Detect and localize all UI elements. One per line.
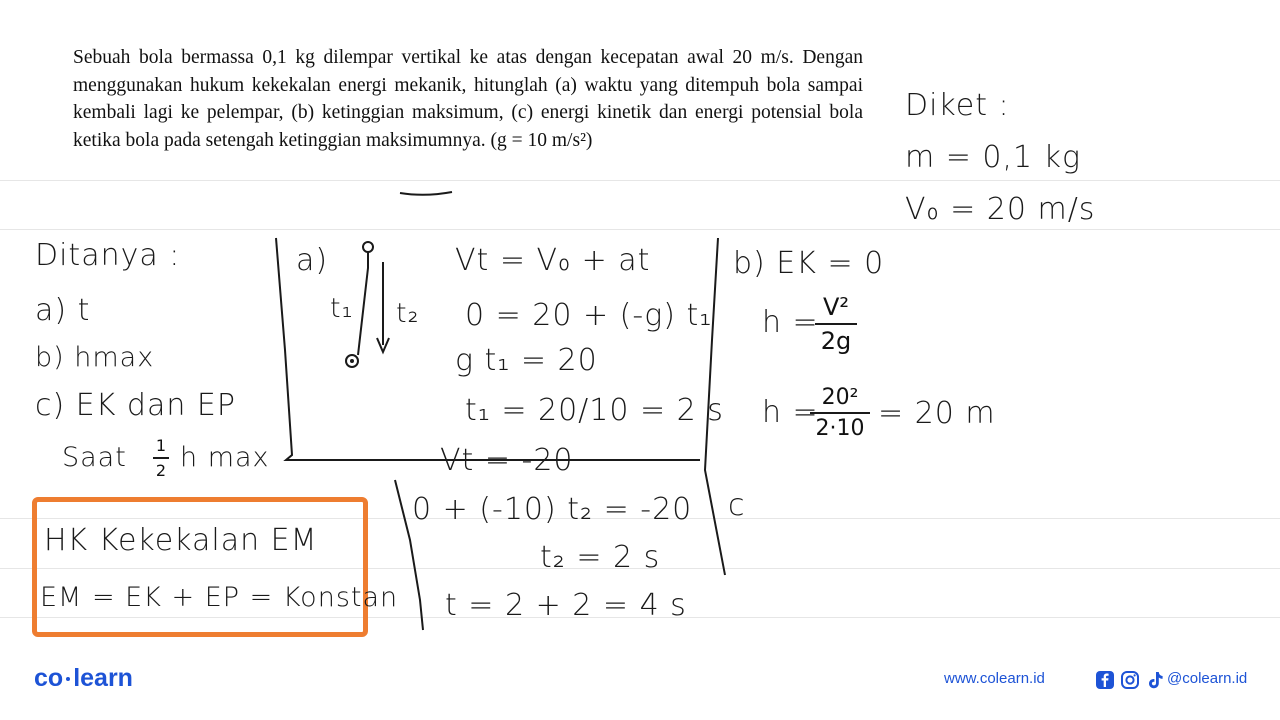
solution-a-eq8: t = 2 + 2 = 4 s — [445, 588, 687, 623]
h-value-denominator: 2·10 — [815, 416, 865, 441]
facebook-icon — [1095, 670, 1115, 690]
solution-a-eq4 — [465, 393, 724, 428]
energy-rule-box — [32, 497, 368, 637]
h-formula-numerator: V² — [822, 293, 850, 321]
ball-up-path — [358, 252, 368, 355]
gravity-unit: m/s² — [547, 129, 586, 151]
solution-a-eq4-left: t₁ = 20 — [465, 393, 579, 428]
gravity-close: ) — [585, 129, 593, 151]
logo-left: co — [34, 664, 64, 692]
half-numerator: 1 — [155, 436, 167, 455]
social-handle: @colearn.id — [1167, 670, 1248, 687]
diket-title: Diket : — [905, 88, 1010, 123]
ditanya-b: b) hmax — [35, 342, 155, 373]
solution-b-eq1: b) EK = 0 — [733, 246, 885, 281]
solution-a-eq4-right: /10 = 2 s — [578, 393, 724, 428]
solution-a-eq7: t₂ = 2 s — [540, 540, 661, 575]
half-denominator: 2 — [155, 461, 167, 480]
solution-b-h-label: h = — [762, 305, 819, 340]
solution-a-eq2: 0 = 20 + (-g) t₁ — [465, 298, 713, 333]
ditanya-a: a) t — [35, 293, 91, 328]
gravity-value: 10 — [527, 129, 548, 151]
colearn-logo — [34, 664, 133, 693]
ditanya-title: Ditanya : — [35, 238, 181, 273]
tiktok-icon — [1145, 670, 1165, 690]
ditanya-c: c) EK dan EP — [35, 388, 236, 423]
diket-velocity: V₀ = 20 m/s — [905, 192, 1096, 227]
solution-a-eq5: Vt = -20 — [440, 443, 574, 478]
solution-c-label: c — [728, 488, 746, 523]
website-url: www.colearn.id — [944, 670, 1045, 687]
t2-label: t₂ — [396, 298, 420, 329]
gravity-underline — [400, 192, 452, 195]
solution-a-label: a) — [296, 243, 329, 278]
solution-a-eq3: g t₁ = 20 — [455, 343, 598, 378]
half-fraction — [153, 436, 169, 480]
h-formula-denominator: 2g — [820, 327, 852, 355]
logo-right: learn — [73, 664, 133, 692]
solution-b-h2-result: = 20 m — [878, 396, 996, 431]
ditanya-saat: Saat — [62, 442, 127, 473]
t1-label: t₁ — [330, 293, 354, 324]
instagram-icon — [1120, 670, 1140, 690]
diket-mass: m = 0,1 kg — [905, 140, 1082, 175]
ball-top-icon — [363, 242, 373, 252]
gravity-open: (g = — [490, 129, 528, 151]
h-value-fraction — [810, 385, 870, 441]
solution-b-h2-label: h = — [762, 395, 819, 430]
ditanya-hmax: h max — [180, 442, 270, 473]
problem-text: Sebuah bola bermassa 0,1 kg dilempar vertikal ke atas dengan kecepatan awal 20 m/s. Dengan menggunakan hukum kekekalan energi mekanik, hitunglah (a) waktu yang ditempuh bola sampai kembali lagi ke pelempar, (b) ketinggian maksimum, (c) energi kinetik dan energi potensial bola ketika bola pada setengah ketinggian maksimumnya. — [73, 47, 863, 151]
solution-a-eq1: Vt = V₀ + at — [455, 243, 651, 278]
rule-line-2: EM = EK + EP = Konstan — [40, 582, 399, 613]
h-formula-fraction — [815, 293, 857, 355]
rule-line-1: HK Kekekalan EM — [44, 523, 318, 558]
solution-a-eq6: 0 + (-10) t₂ = -20 — [412, 492, 693, 527]
h-value-numerator: 20² — [821, 385, 859, 410]
